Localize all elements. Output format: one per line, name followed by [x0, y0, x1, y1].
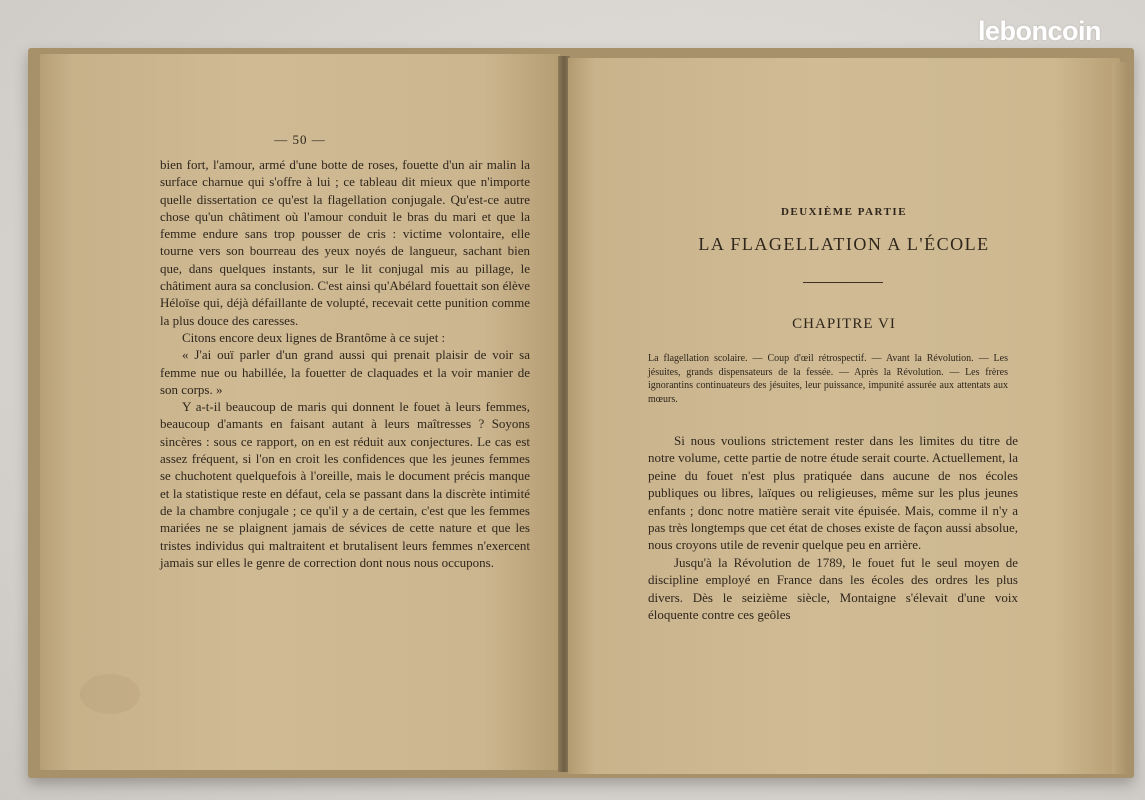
page-block-edge [1112, 62, 1128, 774]
chapter-summary: La flagellation scolaire. — Coup d'œil rétrospectif. — Avant la Révolution. — Les jésuites, grands dispensateurs de la fessée. — Après la Révolution. — Les frères ignorantins continuateurs des jésuites, leur puissance, impunité assurée aux attentats aux mœurs. [648, 353, 1008, 405]
right-page-content [568, 58, 1120, 774]
left-page-text [160, 156, 530, 571]
quotation: « J'ai ouï parler d'un grand aussi qui prenait plaisir de voir sa femme nue ou habillée, la fouetter de claquades et la voir manier de son corps. » [160, 347, 530, 397]
paragraph: Jusqu'à la Révolution de 1789, le fouet fut le seul moyen de discipline employé en France dans les écoles des ordres les plus divers. Dès le seizième siècle, Montaigne s'élevait d'une voix éloquente contre ces geôles [648, 554, 1018, 623]
title-divider [803, 282, 883, 283]
right-page [568, 58, 1120, 774]
paragraph: Si nous voulions strictement rester dans les limites du titre de notre volume, cette partie de notre étude serait courte. Actuellement, la peine du fouet n'est plus pratiquée dans aucune de nos écoles publiques ou libres, laïques ou religieuses, même sur les plus jeunes enfants ; donc notre matière serait vite épuisée. Mais, comme il n'y a pas très longtemps que cet état de choses existe de façon aussi absolue, nous croyons utile de revenir quelque peu en arrière. [648, 433, 1018, 553]
section-title: LA FLAGELLATION A L'ÉCOLE [698, 234, 990, 254]
paragraph: Citons encore deux lignes de Brantôme à ce sujet : [182, 329, 446, 345]
part-label: DEUXIÈME PARTIE [780, 206, 908, 218]
open-book [22, 44, 1142, 784]
paper-stain [80, 674, 140, 714]
right-page-text [648, 432, 1018, 623]
leboncoin-logo: leboncoin [978, 16, 1101, 46]
page-number: — 50 — [274, 132, 326, 147]
chapter-title: CHAPITRE VI [792, 316, 896, 332]
left-page [40, 54, 560, 770]
paragraph: bien fort, l'amour, armé d'une botte de roses, fouette d'un air malin la surface charnue qui s'offre à lui ; ce tableau dit mieux que n'importe quelle dissertation ce qu'est la flagellation conjugale. Qu'est-ce autre chose qu'un châtiment où l'amour conduit le bras du mari et que la femme endure sans trop pousser de cris : victime volontaire, elle tourne vers son bourreau des yeux noyés de langueur, sachant bien que, dans quelques instants, sur le lit conjugal mis au pillage, le châtiment aura sa conclusion. C'est ainsi qu'Abélard fouettait son élève Héloïse qui, déjà défaillante de volupté, recevait cette punition comme la plus douce des caresses. [160, 157, 530, 328]
paragraph: Y a-t-il beaucoup de maris qui donnent le fouet à leurs femmes, beaucoup d'amants en faisant autant à leurs maîtresses ? Soyons sincères : sous ce rapport, on en est réduit aux conjectures. Le cas est assez fréquent, si l'on en croit les confidences que les jeunes femmes se chuchotent quelquefois à l'oreille, mais le document précis manque et la statistique reste en défaut, cela se passant dans la discrète intimité de la chambre conjugale ; ce qu'il y a de certain, c'est que les femmes mariées ne se plaignent jamais de sévices de cette nature et que les tristes individus qui maltraitent et brutalisent leurs femmes n'exercent jamais sur elles le genre de correction dont nous nous occupons. [160, 399, 530, 570]
